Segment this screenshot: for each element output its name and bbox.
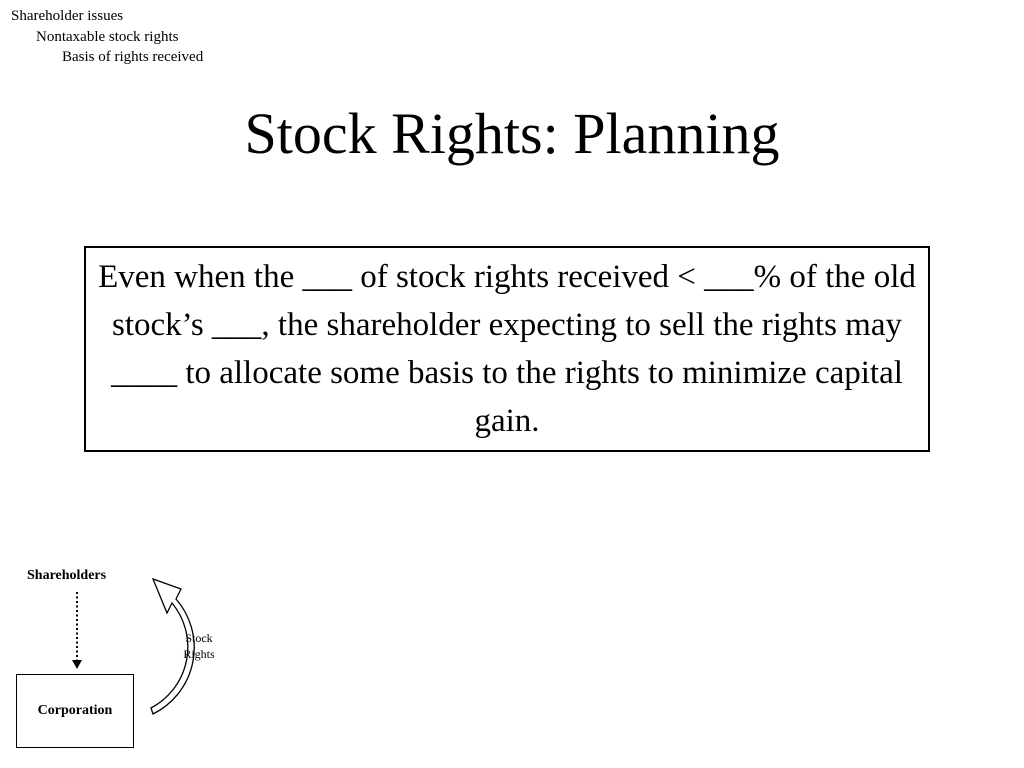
arrow-down-head: [72, 660, 82, 669]
shareholders-label: Shareholders: [27, 568, 107, 583]
corporation-label: Corporation: [37, 703, 113, 718]
stock-rights-label-line-2: Rights: [183, 647, 215, 661]
slide-title: Stock Rights: Planning: [244, 101, 780, 166]
text-box: [84, 246, 930, 452]
outline-level-3: Basis of rights received: [62, 49, 204, 65]
outline-level-1: Shareholder issues: [11, 8, 124, 24]
stock-rights-label: [178, 630, 220, 662]
corporation-box: [16, 674, 134, 748]
stock-rights-label-line-1: Stock: [185, 631, 213, 645]
stock-rights-diagram: [0, 555, 240, 768]
outline-level-2: Nontaxable stock rights: [36, 29, 179, 45]
body-text: Even when the ___ of stock rights received < ___% of the old stock’s ___, the shareholder expecting to sell the rights may ____ to allocate some basis to the rights to minimize capital gain.: [98, 259, 916, 439]
